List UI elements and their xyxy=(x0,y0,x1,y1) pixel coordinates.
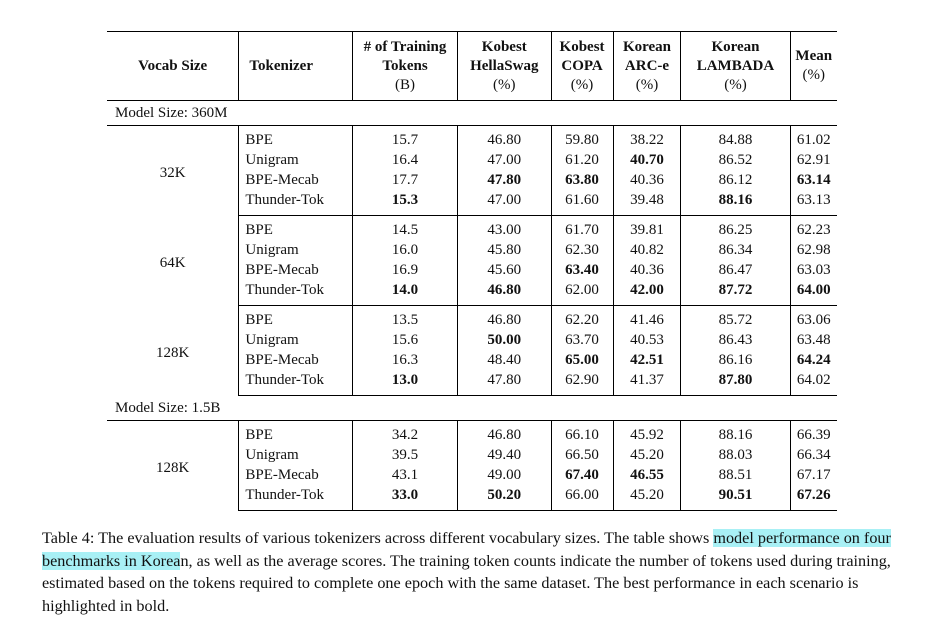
header-line: HellaSwag xyxy=(470,57,539,74)
cell-arc-e: 38.22 xyxy=(613,126,681,151)
cell-tokenizer: Thunder-Tok xyxy=(239,370,353,396)
cell-tokenizer: Thunder-Tok xyxy=(239,190,353,216)
cell-arc-e: 39.48 xyxy=(613,190,681,216)
cell-vocab-size: 64K xyxy=(107,216,239,306)
cell-arc-e: 41.46 xyxy=(613,306,681,331)
vocab-group xyxy=(107,421,837,511)
cell-training-tokens: 15.7 xyxy=(353,126,458,151)
cell-vocab-size: 32K xyxy=(107,126,239,216)
header-mean xyxy=(790,32,837,101)
cell-training-tokens: 39.5 xyxy=(353,445,458,465)
cell-mean: 63.13 xyxy=(790,190,837,216)
cell-copa: 62.30 xyxy=(551,240,613,260)
header-line: LAMBADA xyxy=(696,57,775,74)
cell-lambada: 87.72 xyxy=(681,280,790,306)
cell-lambada: 88.51 xyxy=(681,465,790,485)
caption-text: Table 4: The evaluation results of various tokenizers across different vocabulary sizes. The table shows xyxy=(42,529,714,547)
cell-arc-e: 40.82 xyxy=(613,240,681,260)
table-row xyxy=(107,421,837,446)
table-row xyxy=(107,306,837,331)
table-row xyxy=(107,216,837,241)
cell-copa: 66.10 xyxy=(551,421,613,446)
cell-copa: 61.20 xyxy=(551,150,613,170)
header-vocab-size: Vocab Size xyxy=(107,32,239,101)
cell-arc-e: 40.36 xyxy=(613,170,681,190)
header-hellaswag xyxy=(458,32,552,101)
header-line: (%) xyxy=(570,76,594,93)
cell-copa: 61.70 xyxy=(551,216,613,241)
header-arc-e xyxy=(613,32,681,101)
vocab-group xyxy=(107,216,837,306)
cell-hellaswag: 50.20 xyxy=(458,485,552,511)
header-line: Mean xyxy=(795,48,833,64)
cell-training-tokens: 13.5 xyxy=(353,306,458,331)
cell-tokenizer: Thunder-Tok xyxy=(239,485,353,511)
header-line: Korean xyxy=(711,38,760,55)
header-training-tokens xyxy=(353,32,458,101)
cell-training-tokens: 43.1 xyxy=(353,465,458,485)
cell-training-tokens: 16.0 xyxy=(353,240,458,260)
cell-mean: 63.03 xyxy=(796,262,831,278)
cell-hellaswag: 47.00 xyxy=(458,150,552,170)
cell-mean: 66.34 xyxy=(796,447,831,463)
cell-hellaswag: 50.00 xyxy=(458,330,552,350)
cell-hellaswag: 46.80 xyxy=(458,126,552,151)
cell-lambada: 87.80 xyxy=(681,370,790,396)
cell-tokenizer: BPE-Mecab xyxy=(239,350,353,370)
section-label: Model Size: 1.5B xyxy=(107,396,837,421)
section-row xyxy=(107,396,837,421)
cell-tokenizer: BPE-Mecab xyxy=(239,170,353,190)
cell-lambada: 86.47 xyxy=(681,260,790,280)
cell-copa: 65.00 xyxy=(551,350,613,370)
cell-lambada: 84.88 xyxy=(681,126,790,151)
header-line: ARC-e xyxy=(624,57,670,74)
cell-mean: 66.39 xyxy=(796,427,831,443)
cell-arc-e: 41.37 xyxy=(613,370,681,396)
cell-hellaswag: 47.80 xyxy=(458,370,552,396)
cell-hellaswag: 45.60 xyxy=(458,260,552,280)
cell-mean: 62.91 xyxy=(796,152,831,168)
cell-training-tokens: 17.7 xyxy=(353,170,458,190)
vocab-group xyxy=(107,306,837,396)
cell-lambada: 86.52 xyxy=(681,150,790,170)
cell-hellaswag: 45.80 xyxy=(458,240,552,260)
cell-lambada: 85.72 xyxy=(681,306,790,331)
cell-arc-e: 42.00 xyxy=(613,280,681,306)
cell-training-tokens: 15.6 xyxy=(353,330,458,350)
cell-lambada: 88.03 xyxy=(681,445,790,465)
cell-arc-e: 40.36 xyxy=(613,260,681,280)
header-line: (%) xyxy=(724,76,747,93)
cell-mean: 63.14 xyxy=(796,172,831,188)
table-row xyxy=(107,126,837,151)
cell-mean: 64.24 xyxy=(796,352,831,368)
cell-training-tokens: 15.3 xyxy=(353,190,458,216)
cell-tokenizer: Unigram xyxy=(239,445,353,465)
cell-training-tokens: 33.0 xyxy=(353,485,458,511)
cell-lambada: 86.43 xyxy=(681,330,790,350)
cell-training-tokens: 16.4 xyxy=(353,150,458,170)
cell-training-tokens: 14.0 xyxy=(353,280,458,306)
vocab-group xyxy=(107,126,837,216)
header-copa xyxy=(551,32,613,101)
cell-lambada: 86.25 xyxy=(681,216,790,241)
cell-lambada: 86.12 xyxy=(681,170,790,190)
cell-copa: 63.40 xyxy=(551,260,613,280)
table-caption xyxy=(42,527,912,617)
header-line: (%) xyxy=(802,67,826,83)
cell-hellaswag: 49.40 xyxy=(458,445,552,465)
header-line: COPA xyxy=(561,57,603,74)
header-line: Korean xyxy=(622,38,672,55)
cell-copa: 67.40 xyxy=(551,465,613,485)
cell-arc-e: 46.55 xyxy=(613,465,681,485)
header-lambada xyxy=(681,32,790,101)
cell-copa: 63.70 xyxy=(551,330,613,350)
cell-mean: 63.48 xyxy=(796,332,831,348)
cell-mean: 62.98 xyxy=(796,242,831,258)
results-table xyxy=(107,31,837,511)
cell-hellaswag: 47.80 xyxy=(458,170,552,190)
header-line: Kobest xyxy=(481,38,527,55)
caption-text-end: n, as well as the average scores. The training token counts indicate the number of tokens used during training, estimated based on the tokens required to complete one epoch with the same dataset. The best performance in each scenario is highlighted in bold. xyxy=(42,551,891,615)
cell-lambada: 86.16 xyxy=(681,350,790,370)
cell-training-tokens: 16.3 xyxy=(353,350,458,370)
header-line: (B) xyxy=(395,76,416,93)
cell-arc-e: 40.53 xyxy=(613,330,681,350)
header-line: # of Training xyxy=(363,38,447,55)
cell-lambada: 90.51 xyxy=(681,485,790,511)
cell-mean: 62.23 xyxy=(796,222,831,238)
cell-tokenizer: Unigram xyxy=(239,150,353,170)
cell-arc-e: 40.70 xyxy=(613,150,681,170)
cell-mean: 67.17 xyxy=(796,467,831,483)
cell-tokenizer: Unigram xyxy=(239,240,353,260)
table-header-row xyxy=(107,32,837,101)
cell-hellaswag: 49.00 xyxy=(458,465,552,485)
cell-copa: 63.80 xyxy=(551,170,613,190)
cell-tokenizer: BPE-Mecab xyxy=(239,260,353,280)
cell-copa: 62.20 xyxy=(551,306,613,331)
cell-tokenizer: Thunder-Tok xyxy=(239,280,353,306)
cell-hellaswag: 46.80 xyxy=(458,306,552,331)
cell-training-tokens: 34.2 xyxy=(353,421,458,446)
cell-hellaswag: 47.00 xyxy=(458,190,552,216)
cell-hellaswag: 46.80 xyxy=(458,280,552,306)
cell-training-tokens: 13.0 xyxy=(353,370,458,396)
cell-lambada: 88.16 xyxy=(681,190,790,216)
cell-hellaswag: 48.40 xyxy=(458,350,552,370)
cell-tokenizer: BPE xyxy=(239,421,353,446)
cell-arc-e: 45.92 xyxy=(613,421,681,446)
cell-arc-e: 45.20 xyxy=(613,445,681,465)
cell-copa: 61.60 xyxy=(551,190,613,216)
cell-copa: 62.90 xyxy=(551,370,613,396)
cell-tokenizer: BPE xyxy=(239,126,353,151)
cell-hellaswag: 43.00 xyxy=(458,216,552,241)
cell-lambada: 88.16 xyxy=(681,421,790,446)
cell-vocab-size: 128K xyxy=(107,421,239,511)
cell-tokenizer: Unigram xyxy=(239,330,353,350)
cell-arc-e: 45.20 xyxy=(613,485,681,511)
cell-mean: 64.02 xyxy=(790,370,837,396)
cell-mean: 61.02 xyxy=(796,132,831,148)
header-line: (%) xyxy=(635,76,659,93)
section-label: Model Size: 360M xyxy=(107,101,837,126)
cell-copa: 66.50 xyxy=(551,445,613,465)
cell-tokenizer: BPE xyxy=(239,216,353,241)
results-table-container xyxy=(107,31,837,511)
cell-mean: 64.00 xyxy=(790,280,837,306)
cell-hellaswag: 46.80 xyxy=(458,421,552,446)
cell-arc-e: 42.51 xyxy=(613,350,681,370)
cell-arc-e: 39.81 xyxy=(613,216,681,241)
cell-lambada: 86.34 xyxy=(681,240,790,260)
cell-vocab-size: 128K xyxy=(107,306,239,396)
cell-copa: 66.00 xyxy=(551,485,613,511)
cell-tokenizer: BPE-Mecab xyxy=(239,465,353,485)
header-line: Tokens xyxy=(382,57,428,74)
header-tokenizer: Tokenizer xyxy=(239,32,353,101)
section-row xyxy=(107,101,837,126)
header-line: Kobest xyxy=(559,38,605,55)
cell-mean: 67.26 xyxy=(790,485,837,511)
cell-mean: 63.06 xyxy=(796,312,831,328)
cell-copa: 59.80 xyxy=(551,126,613,151)
cell-tokenizer: BPE xyxy=(239,306,353,331)
caption-highlight: model performance on four benchmarks in Korea xyxy=(42,529,891,570)
cell-training-tokens: 16.9 xyxy=(353,260,458,280)
header-line: (%) xyxy=(493,76,516,93)
cell-copa: 62.00 xyxy=(551,280,613,306)
cell-training-tokens: 14.5 xyxy=(353,216,458,241)
